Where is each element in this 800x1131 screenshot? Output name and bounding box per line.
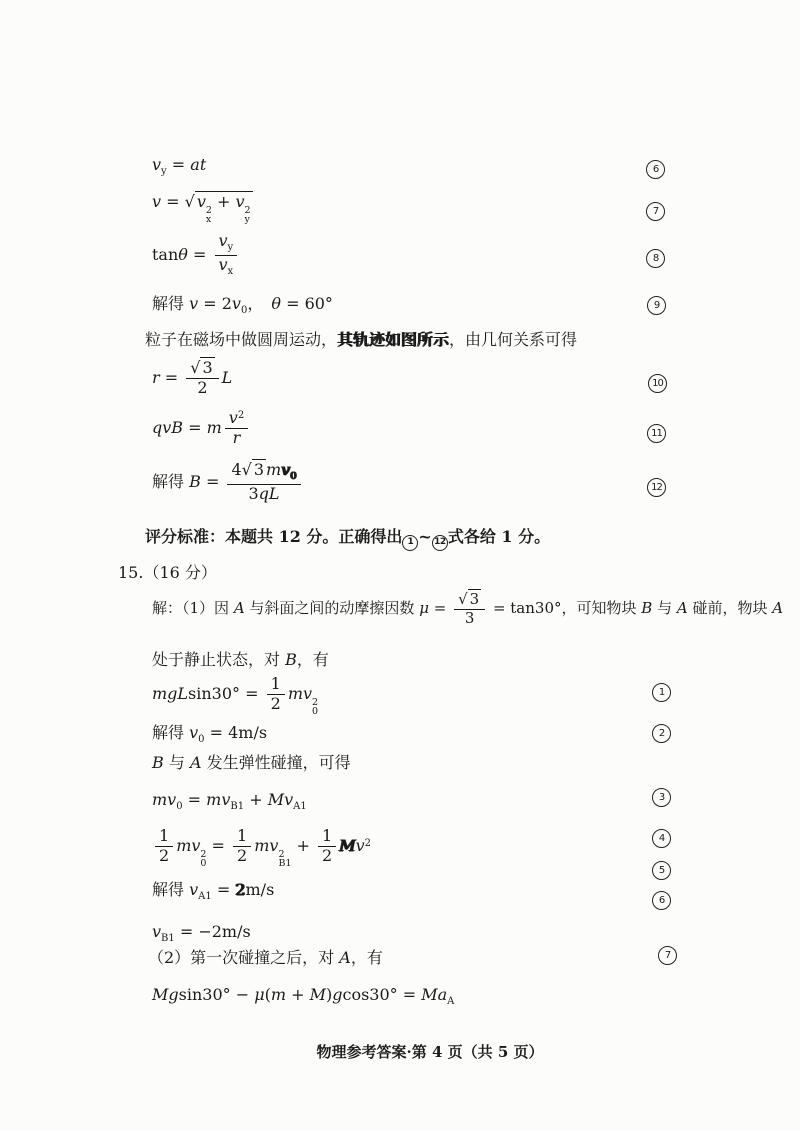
- equation-line: [152, 462, 304, 502]
- question-heading: [118, 563, 217, 583]
- body-text: [148, 948, 383, 968]
- equation: $\frac{1}{2}$ mv 2 0 = $\frac{1}{2}$ mv 2 B1 + $\frac{1}{2}$ Mv$^2$: [152, 836, 371, 855]
- equation-line: [152, 723, 267, 747]
- equation-number: 9: [647, 296, 666, 315]
- body-text: [145, 330, 577, 350]
- equation: r = $\frac{√ 3}{2}$ L: [152, 358, 233, 397]
- equation-line: [152, 880, 274, 904]
- text: B 与 A 发生弹性碰撞，可得: [152, 753, 351, 772]
- equation: $mv_0 = mv_{B1} + Mv_{A1}$: [152, 790, 307, 812]
- solution-text: [152, 592, 783, 627]
- equation: 解得 $v = 2v_0$， θ = 60°: [152, 294, 333, 316]
- equation-number: 5: [652, 861, 671, 880]
- equation-line: [152, 790, 307, 814]
- equation: qvB = m $\frac{v^2}{r}$: [152, 418, 251, 437]
- body-text: [152, 753, 351, 773]
- equation-line: [152, 155, 206, 179]
- score-note: [145, 527, 550, 551]
- text: （2）第一次碰撞之后，对 A，有: [148, 948, 383, 967]
- equation-number: 7: [646, 202, 665, 221]
- equation: $Mgsin30^\circ - \mu(m + M)gcos30^\circ = Ma_A$: [152, 985, 455, 1007]
- equation-line: [152, 192, 253, 224]
- equation-number: 6: [652, 891, 671, 910]
- equation: mgLsin30° = $\frac{1}{2}$ mv 2 0: [152, 674, 319, 717]
- equation-line: [152, 922, 251, 946]
- equation-number: 12: [647, 478, 666, 497]
- equation-number: 11: [647, 424, 666, 443]
- equation-line: [152, 233, 240, 277]
- equation: tanθ = $\frac{v_y}{v_x}$: [152, 245, 240, 264]
- equation: $v_y$ = at: [152, 155, 207, 177]
- equation-number: 4: [652, 829, 671, 848]
- equation-number: 8: [646, 249, 665, 268]
- text: 15.（16 分）: [118, 563, 217, 582]
- equation-number: 1: [652, 683, 671, 702]
- page-footer-text: 物理参考答案·第 4 页（共 5 页）: [316, 1043, 544, 1061]
- equation-number: 3: [652, 788, 671, 807]
- page-footer: [150, 1041, 710, 1062]
- equation-line: [152, 360, 232, 397]
- equation-number: 10: [648, 374, 667, 393]
- equation-number: 7: [658, 946, 677, 965]
- equation-line: [152, 410, 251, 447]
- text: 评分标准：本题共 12 分。正确得出 1 ~ 12 式各给 1 分。: [145, 527, 550, 546]
- solution-text: [152, 650, 329, 670]
- equation: v = √ v 2 x + v 2 y: [152, 192, 251, 225]
- equation-line: [152, 676, 318, 716]
- equation-number: 6: [646, 160, 665, 179]
- text: 处于静止状态，对 B，有: [152, 650, 329, 669]
- text: 粒子在磁场中做圆周运动，其轨迹如图所示，由几何关系可得: [145, 330, 578, 349]
- equation-line: [152, 294, 333, 318]
- equation-line: [152, 985, 454, 1009]
- equation: 解得 $v_{A1} = 2m/s$: [152, 880, 275, 902]
- equation-number: 2: [652, 724, 671, 743]
- equation: 解得 B = $\frac{4√ 3 mv_0}{3qL}$: [152, 472, 304, 491]
- equation: $v_{B1} = -2m/s$: [152, 922, 251, 944]
- text: 解：（1）因 A 与斜面之间的动摩擦因数 μ = $\frac{√ 3}{3}$ = tan30°，可知物块 B 与 A 碰前，物块 A: [152, 590, 784, 627]
- equation-line: [152, 828, 371, 868]
- equation: 解得 $v_0 = 4m/s$: [152, 723, 268, 745]
